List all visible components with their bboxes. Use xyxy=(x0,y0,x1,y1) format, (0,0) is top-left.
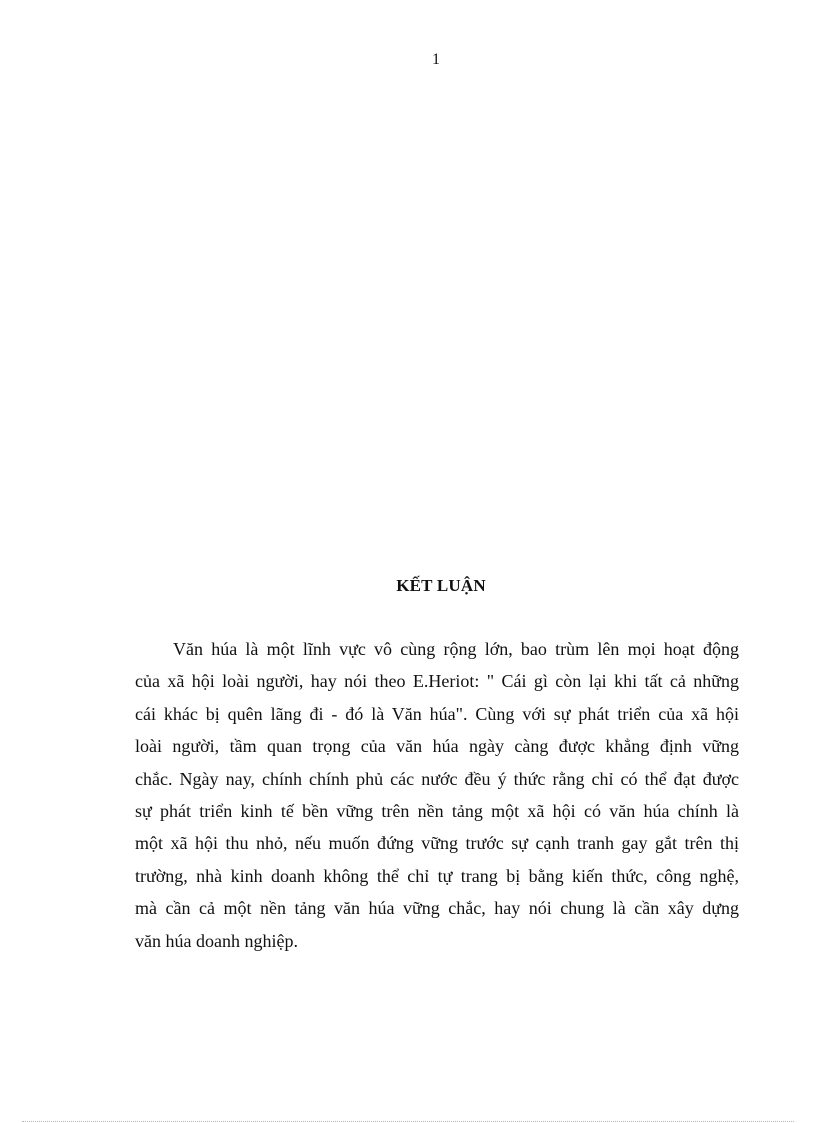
paragraph-line-8: trường, nhà kinh doanh không thể chỉ tự trang bị bằng kiến thức, công nghệ, xyxy=(135,865,739,886)
paragraph-line-5: chắc. Ngày nay, chính chính phủ các nước đều ý thức rằng chỉ có thể đạt được xyxy=(135,768,739,789)
paragraph-line-7: một xã hội thu nhỏ, nếu muốn đứng vững trước sự cạnh tranh gay gắt trên thị xyxy=(135,833,739,854)
paragraph-line-3: cái khác bị quên lãng đi - đó là Văn húa". Cùng với sự phát triển của xã hội xyxy=(135,703,739,724)
paragraph-line-4: loài người, tầm quan trọng của văn húa ngày càng được khẳng định vững xyxy=(135,736,739,757)
conclusion-paragraph xyxy=(135,633,739,957)
paragraph-line-9: mà cần cả một nền tảng văn húa vững chắc, hay nói chung là cần xây dựng xyxy=(135,898,739,919)
paragraph-line-10: văn húa doanh nghiệp. xyxy=(135,930,298,951)
page-number: 1 xyxy=(432,51,440,68)
page-bottom-divider xyxy=(22,1121,794,1122)
paragraph-line-6: sự phát triển kinh tế bền vững trên nền tảng một xã hội có văn húa chính là xyxy=(135,801,739,822)
paragraph-line-1: Văn húa là một lĩnh vực vô cùng rộng lớn, bao trùm lên mọi hoạt động xyxy=(173,639,739,659)
paragraph-line-2: của xã hội loài người, hay nói theo E.Heriot: " Cái gì còn lại khi tất cả những xyxy=(135,671,739,692)
section-heading: KẾT LUẬN xyxy=(396,576,486,595)
